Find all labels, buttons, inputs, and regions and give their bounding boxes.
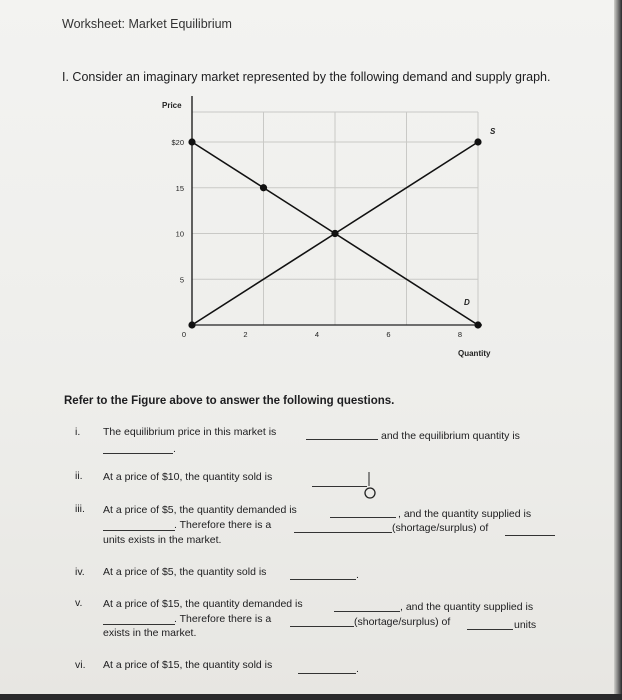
x-axis-label: Quantity: [458, 349, 491, 358]
x-tick-label: 2: [243, 330, 248, 339]
photo-edge: [614, 0, 622, 700]
question-text: At a price of $10, the quantity sold is: [103, 471, 273, 483]
curve-d: [192, 142, 478, 325]
answer-blank[interactable]: [298, 673, 356, 674]
question-number: vi.: [75, 659, 86, 671]
answer-blank[interactable]: [290, 579, 356, 580]
question-text: The equilibrium price in this market is: [103, 426, 277, 438]
answer-blank[interactable]: [294, 532, 392, 533]
question-1-prompt: I. Consider an imaginary market represented by the following demand and supply graph.: [62, 70, 551, 84]
curve-label-s: S: [490, 127, 496, 136]
question-number: iii.: [75, 503, 85, 515]
data-point-s: [331, 230, 338, 237]
photo-edge: [0, 694, 622, 700]
question-text: (shortage/surplus) of: [354, 616, 451, 628]
answer-blank[interactable]: [306, 439, 378, 440]
y-tick-label: 10: [175, 229, 184, 239]
question-text: , and the quantity supplied is: [398, 508, 532, 520]
answer-blank[interactable]: [505, 535, 555, 536]
answer-blank[interactable]: [103, 453, 173, 454]
x-tick-label: 4: [314, 330, 320, 339]
question-number: v.: [75, 597, 83, 609]
question-text: , and the quantity supplied is: [400, 601, 534, 613]
answer-blank[interactable]: [290, 626, 354, 627]
data-point-d: [188, 138, 195, 145]
x-tick-label: 6: [386, 330, 391, 339]
question-number: ii.: [75, 470, 83, 482]
question-text: and the equilibrium quantity is: [381, 430, 520, 442]
data-point-d: [260, 184, 267, 191]
question-number: iv.: [75, 566, 85, 578]
question-text: units: [514, 619, 537, 631]
question-text: .: [173, 443, 176, 455]
question-text: (shortage/surplus) of: [392, 522, 489, 534]
data-point-s: [188, 321, 195, 328]
data-point-s: [474, 138, 481, 145]
x-tick-label: 8: [457, 330, 463, 339]
figure-reference: Refer to the Figure above to answer the following questions.: [64, 395, 395, 407]
question-text: .: [356, 663, 359, 675]
question-text: At a price of $5, the quantity demanded is: [103, 504, 297, 516]
answer-blank[interactable]: [103, 530, 175, 531]
question-text: .: [356, 569, 359, 581]
y-tick-label: 5: [179, 275, 184, 285]
question-text: . Therefore there is a: [174, 613, 272, 625]
answer-blank[interactable]: [312, 486, 367, 487]
question-text: At a price of $15, the quantity demanded is: [103, 598, 303, 610]
question-text: At a price of $15, the quantity sold is: [103, 659, 273, 671]
answer-blank[interactable]: [467, 629, 513, 630]
answer-blank[interactable]: [103, 624, 175, 625]
question-text: At a price of $5, the quantity sold is: [103, 566, 267, 578]
y-tick-label: $20: [171, 138, 184, 147]
question-text: units exists in the market.: [103, 534, 222, 546]
curve-s: [192, 142, 478, 325]
y-tick-label: 15: [175, 183, 184, 193]
answer-blank[interactable]: [330, 517, 396, 518]
handwritten-mark: [360, 470, 382, 500]
worksheet-title: Worksheet: Market Equilibrium: [62, 17, 232, 31]
question-text: exists in the market.: [103, 627, 197, 639]
x-tick-label: 0: [181, 330, 187, 339]
question-number: i.: [75, 426, 81, 438]
question-text: . Therefore there is a: [174, 519, 272, 531]
y-axis-label: Price: [162, 101, 182, 110]
data-point-d: [474, 321, 481, 328]
answer-blank[interactable]: [334, 611, 400, 612]
data-point-d: [331, 230, 338, 237]
curve-label-d: D: [464, 298, 470, 307]
